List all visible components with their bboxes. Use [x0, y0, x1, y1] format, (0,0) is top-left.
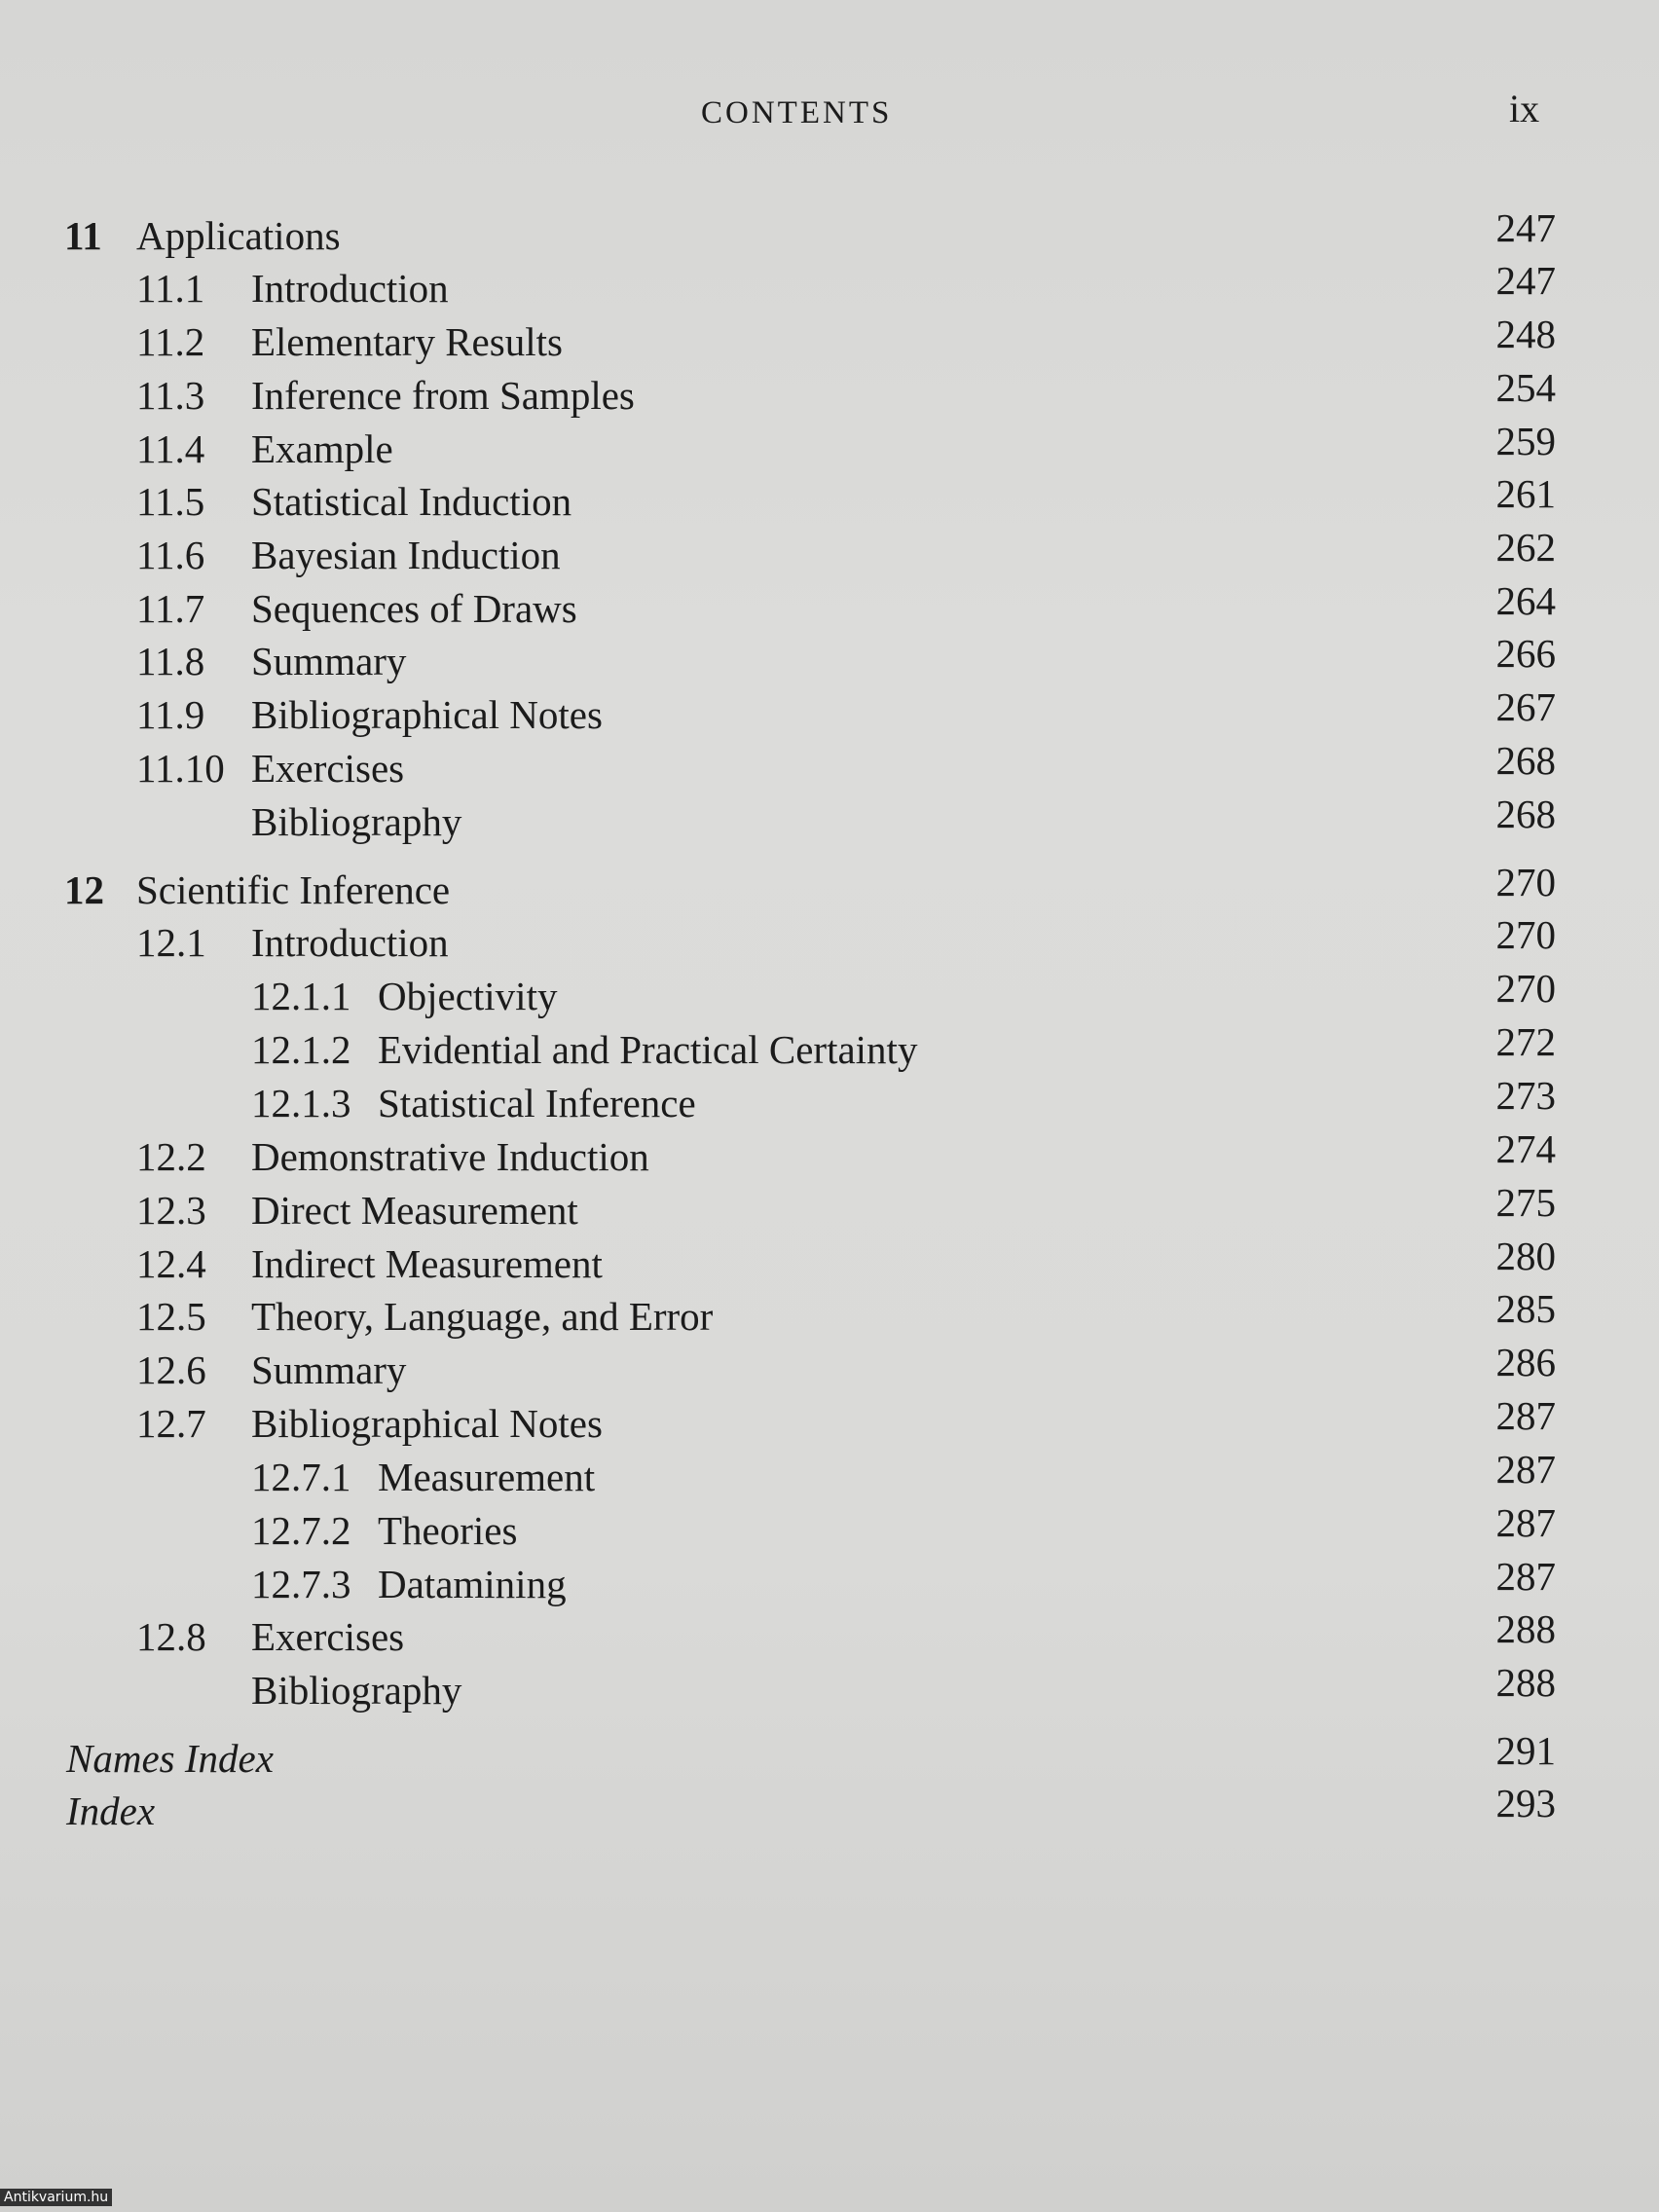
toc-entry-section [0, 792, 1556, 847]
toc-entry-title: Summary [251, 639, 407, 683]
toc-entry-subsection [0, 1019, 1556, 1075]
toc-entry-title: Scientific Inference [136, 867, 451, 912]
toc-entry-subsection [0, 1500, 1556, 1556]
toc-entry-page: 273 [1495, 1073, 1556, 1118]
toc-entry-number: 12.1.3 [251, 1081, 351, 1125]
toc-entry-page: 288 [1495, 1606, 1556, 1651]
toc-entry-title: Bibliography [251, 799, 462, 844]
toc-entry-number: 11.4 [136, 426, 205, 471]
toc-entry-page: 288 [1495, 1660, 1556, 1705]
toc-entry-page: 248 [1495, 312, 1556, 356]
toc-entry-title: Introduction [251, 920, 449, 965]
toc-entry-page: 262 [1495, 525, 1556, 570]
toc-entry-section [0, 312, 1556, 367]
toc-entry-page: 266 [1495, 631, 1556, 676]
toc-entry-title: Inference from Samples [251, 373, 635, 418]
toc-entry-title: Applications [136, 213, 341, 258]
toc-entry-page: 291 [1495, 1728, 1556, 1773]
toc-entry-number: 11.5 [136, 479, 205, 524]
toc-entry-title: Exercises [251, 746, 405, 791]
toc-entry-number: 12.1.2 [251, 1027, 351, 1072]
page-number: ix [1509, 87, 1540, 130]
toc-entry-page: 270 [1495, 912, 1556, 957]
toc-entry-number: 11.1 [136, 266, 205, 311]
toc-entry-section [0, 738, 1556, 793]
toc-entry-title: Names Index [66, 1736, 274, 1781]
toc-entry-title: Datamining [378, 1562, 567, 1606]
toc-entry-number: 11.10 [136, 746, 225, 791]
toc-entry-title: Elementary Results [251, 319, 563, 364]
toc-entry-section [0, 1180, 1556, 1235]
toc-entry-title: Demonstrative Induction [251, 1134, 649, 1179]
toc-entry-page: 287 [1495, 1447, 1556, 1492]
toc-entry-title: Theory, Language, and Error [251, 1294, 714, 1339]
toc-entry-page: 254 [1495, 365, 1556, 410]
toc-entry-section [0, 1606, 1556, 1662]
toc-entry-title: Objectivity [378, 974, 558, 1018]
toc-entry-chapter [0, 205, 1556, 261]
toc-entry-page: 259 [1495, 419, 1556, 463]
toc-entry-section [0, 578, 1556, 634]
toc-entry-number: 11.2 [136, 319, 205, 364]
toc-entry-title: Bibliography [251, 1668, 462, 1713]
toc-entry-title: Measurement [378, 1455, 596, 1499]
toc-entry-page: 285 [1495, 1286, 1556, 1331]
watermark: Antikvarium.hu [0, 2189, 112, 2206]
toc-entry-page: 274 [1495, 1126, 1556, 1171]
toc-entry-section [0, 365, 1556, 421]
toc-entry-number: 11.9 [136, 692, 205, 737]
toc-entry-section [0, 631, 1556, 686]
toc-entry-subsection [0, 1554, 1556, 1609]
toc-entry-number: 12.1 [136, 920, 206, 965]
toc-entry-number: 12.8 [136, 1614, 206, 1659]
toc-entry-section [0, 1126, 1556, 1182]
toc-entry-page: 275 [1495, 1180, 1556, 1225]
toc-entry-subsection [0, 1447, 1556, 1502]
toc-entry-page: 268 [1495, 792, 1556, 836]
toc-entry-section [0, 1660, 1556, 1715]
toc-entry-page: 293 [1495, 1781, 1556, 1825]
toc-entry-number: 11.8 [136, 639, 205, 683]
toc-entry-page: 287 [1495, 1554, 1556, 1599]
toc-entry-subsection [0, 1073, 1556, 1128]
toc-entry-number: 12.3 [136, 1188, 206, 1233]
toc-entry-page: 268 [1495, 738, 1556, 783]
toc-entry-number: 11.3 [136, 373, 205, 418]
toc-entry-title: Exercises [251, 1614, 405, 1659]
toc-entry-number: 11.7 [136, 586, 205, 631]
toc-entry-page: 267 [1495, 684, 1556, 729]
toc-entry-section [0, 912, 1556, 968]
toc-entry-section [0, 525, 1556, 580]
toc-entry-number: 12.6 [136, 1347, 206, 1392]
toc-entry-page: 287 [1495, 1500, 1556, 1545]
toc-entry-number: 12.7.1 [251, 1455, 351, 1499]
toc-entry-page: 270 [1495, 860, 1556, 904]
toc-entry-title: Bibliographical Notes [251, 1401, 603, 1446]
toc-entry-section [0, 1286, 1556, 1342]
toc-entry-number: 11.6 [136, 533, 205, 577]
toc-entry-section [0, 258, 1556, 313]
toc-entry-page: 264 [1495, 578, 1556, 623]
toc-entry-chapter [0, 860, 1556, 915]
toc-entry-page: 261 [1495, 471, 1556, 516]
toc-entry-number: 12.7.2 [251, 1508, 351, 1553]
toc-entry-title: Evidential and Practical Certainty [378, 1027, 918, 1072]
toc-entry-page: 280 [1495, 1234, 1556, 1278]
toc-entry-number: 12.4 [136, 1241, 206, 1286]
toc-entry-page: 247 [1495, 258, 1556, 303]
toc-entry-section [0, 684, 1556, 740]
toc-entry-subsection [0, 966, 1556, 1021]
running-title: CONTENTS [701, 95, 893, 130]
toc-entry-section [0, 471, 1556, 527]
toc-entry-number: 12.1.1 [251, 974, 351, 1018]
toc-entry-number: 12.7.3 [251, 1562, 351, 1606]
toc-entry-title: Summary [251, 1347, 407, 1392]
toc-entry-index [0, 1728, 1556, 1784]
toc-entry-section [0, 1234, 1556, 1289]
toc-entry-number: 12.2 [136, 1134, 206, 1179]
toc-entry-section [0, 419, 1556, 474]
toc-entry-page: 270 [1495, 966, 1556, 1011]
toc-entry-title: Theories [378, 1508, 518, 1553]
toc-entry-number: 12.5 [136, 1294, 206, 1339]
toc-entry-page: 272 [1495, 1019, 1556, 1064]
toc-entry-title: Bayesian Induction [251, 533, 561, 577]
toc-entry-title: Example [251, 426, 393, 471]
toc-entry-title: Sequences of Draws [251, 586, 577, 631]
toc-entry-index [0, 1781, 1556, 1836]
toc-entry-number: 12.7 [136, 1401, 206, 1446]
toc-entry-section [0, 1393, 1556, 1449]
toc-entry-number: 11 [64, 213, 102, 258]
toc-entry-title: Index [66, 1788, 156, 1833]
toc-entry-number: 12 [64, 867, 104, 912]
toc-entry-title: Statistical Induction [251, 479, 572, 524]
toc-entry-title: Statistical Inference [378, 1081, 696, 1125]
toc-entry-title: Introduction [251, 266, 449, 311]
toc-entry-section [0, 1340, 1556, 1395]
toc-entry-title: Indirect Measurement [251, 1241, 603, 1286]
toc-entry-page: 286 [1495, 1340, 1556, 1384]
toc-entry-page: 247 [1495, 205, 1556, 250]
toc-entry-page: 287 [1495, 1393, 1556, 1438]
toc-entry-title: Direct Measurement [251, 1188, 578, 1233]
toc-entry-title: Bibliographical Notes [251, 692, 603, 737]
